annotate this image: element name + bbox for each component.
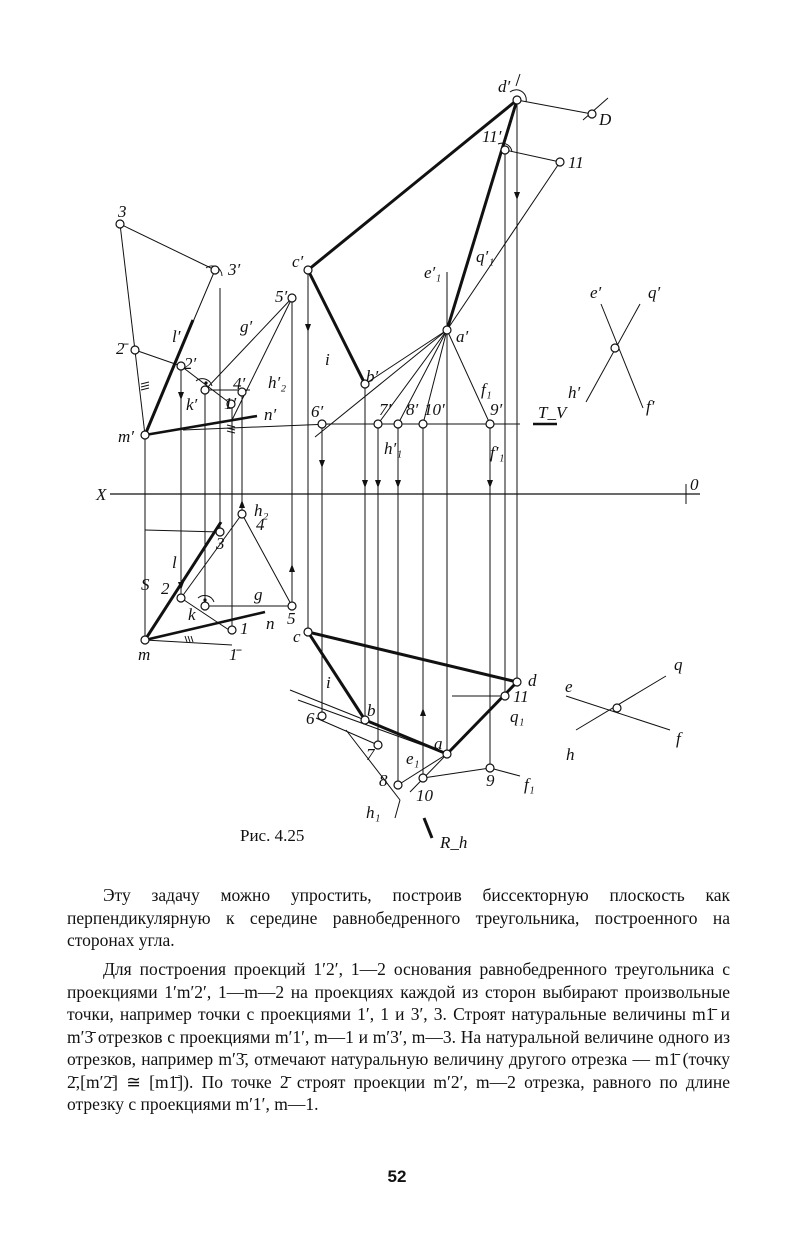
label-D: D xyxy=(599,110,612,129)
label-11-prime: 11′ xyxy=(482,127,502,146)
label-8: 8 xyxy=(379,771,388,790)
label-k-prime: k′ xyxy=(186,395,198,414)
label-axis-0: 0 xyxy=(690,475,699,494)
label-1-prime: 1′ xyxy=(224,394,237,413)
label-l-prime: l′ xyxy=(172,327,181,346)
label-g-prime: g′ xyxy=(240,317,253,336)
label-h-1: h₁ xyxy=(366,803,381,822)
label-1: 1 xyxy=(240,619,249,638)
paragraph-1: Эту задачу можно упростить, построив биссекторную плоскость как перпендикулярную к середине равнобедренного треугольника, построенного на сторонах угла. xyxy=(67,885,730,950)
label-q-1: q₁ xyxy=(510,707,525,726)
label-9: 9 xyxy=(486,771,495,790)
label-7-prime: 7′ xyxy=(379,400,392,419)
label-a: a xyxy=(434,734,443,753)
label-e-prime-1: e′₁ xyxy=(424,263,442,282)
label-11: 11 xyxy=(513,687,529,706)
page-number: 52 xyxy=(387,1167,407,1186)
label-n-prime: n′ xyxy=(264,405,277,424)
label-q: q xyxy=(674,655,683,674)
label-c: c xyxy=(293,627,301,646)
label-d-prime: d′ xyxy=(498,77,511,96)
label-8-prime: 8′ xyxy=(406,400,419,419)
label-h-prime-1: h′₁ xyxy=(384,439,403,458)
label-d: d xyxy=(528,671,537,690)
paragraph-2: Для построения проекций 1′2′, 1—2 основания равнобедренного треугольника с проекциями 1′m′2′, 1—m—2 на проекциях каждой из сторон выбирают произвольные точки, например точки с проекциями 1′, 1 и 3′, 3. Строят натуральные величины m1̄ и m′3̄ отрезков с проекциями m′1′, m—1 и m′3′, m—3. На натуральной величине одного из отрезков, например m′3̄, отмечают натуральную величину другого отрезка — m1̄ (точку 2̄,[m′2̄] ≅ [m1̄]). По точке 2̄ строят проекции m′2′, m—2 отрезка, равного по длине отрезку с проекциями m′1′, m—1. xyxy=(67,959,730,1114)
label-i: i xyxy=(326,673,331,692)
label-l: l xyxy=(172,553,177,572)
label-i-top: i xyxy=(325,350,330,369)
label-4-prime: 4′ xyxy=(233,374,246,393)
label-X-axis: X xyxy=(96,485,107,504)
label-9-prime: 9′ xyxy=(490,400,503,419)
label-e: e xyxy=(565,677,573,696)
label-g: g xyxy=(254,585,263,604)
label-6: 6 xyxy=(306,709,315,728)
label-10: 10 xyxy=(416,786,433,805)
label-3-prime: 3′ xyxy=(228,260,241,279)
label-3-bottom: 3 xyxy=(216,534,225,553)
label-n: n xyxy=(266,614,275,633)
figure-caption: Рис. 4.25 xyxy=(240,826,305,845)
label-f: f xyxy=(676,729,681,748)
label-7: 7 xyxy=(366,745,375,764)
label-2-bar: 2̄ xyxy=(116,339,125,358)
label-4: 4 xyxy=(256,515,265,534)
label-5-prime: 5′ xyxy=(275,287,288,306)
label-R-h: R_h xyxy=(440,833,468,852)
label-5: 5 xyxy=(287,609,296,628)
label-1-bar: 1̄ xyxy=(229,645,238,664)
label-b-prime: b′ xyxy=(366,367,379,386)
label-q-prime-1: q′₁ xyxy=(476,247,495,266)
label-h-prime: h′ xyxy=(568,383,581,402)
label-2-prime: 2′ xyxy=(184,354,197,373)
label-h-prime-2: h′₂ xyxy=(268,373,287,392)
label-a-prime: a′ xyxy=(456,327,469,346)
label-e-prime: e′ xyxy=(590,283,602,302)
label-m: m xyxy=(138,645,151,664)
label-e-1: e₁ xyxy=(406,749,420,768)
label-11-top: 11 xyxy=(568,153,584,172)
label-S: S xyxy=(141,575,150,594)
label-f1-top: f₁ xyxy=(481,380,492,399)
label-q-prime: q′ xyxy=(648,283,661,302)
label-c-prime: c′ xyxy=(292,252,304,271)
label-k: k xyxy=(188,605,196,624)
label-f-1: f₁ xyxy=(524,775,535,794)
label-b: b xyxy=(367,701,376,720)
label-2: 2 xyxy=(161,579,170,598)
label-6-prime: 6′ xyxy=(311,402,324,421)
label-10-prime: 10′ xyxy=(424,400,445,419)
label-f-prime-1: f′₁ xyxy=(490,443,505,462)
label-3: 3 xyxy=(118,202,127,221)
label-h-2: h₂ xyxy=(254,501,269,520)
label-f-prime: f′ xyxy=(646,397,655,416)
label-m-prime: m′ xyxy=(118,427,134,446)
label-h: h xyxy=(566,745,575,764)
label-T-V: T_V xyxy=(538,403,567,422)
